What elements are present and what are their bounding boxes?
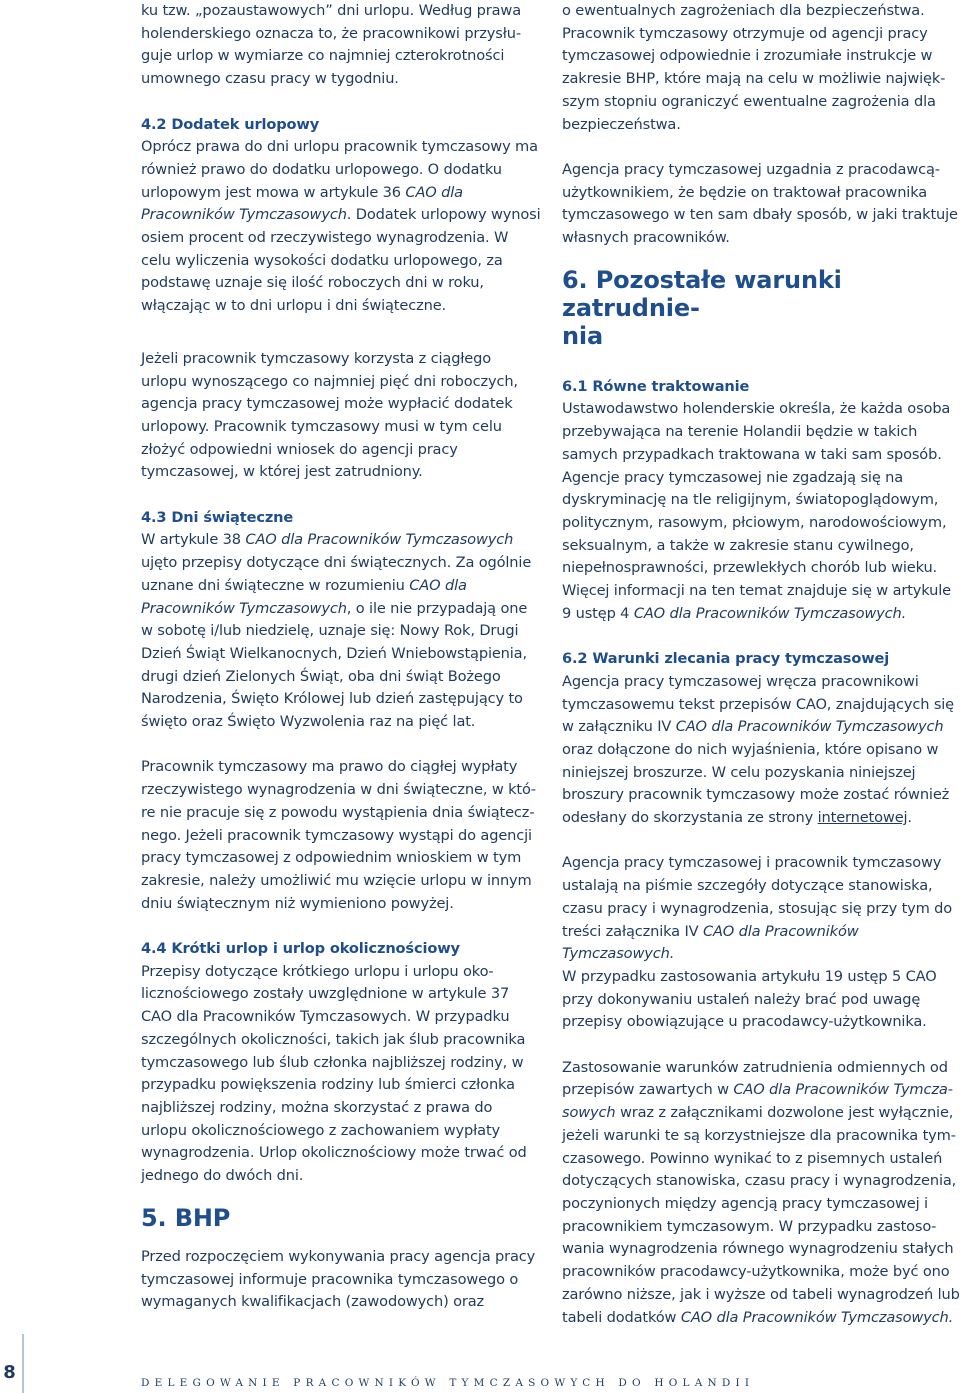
section-4-2 bbox=[141, 114, 541, 318]
section-6-2 bbox=[562, 648, 960, 830]
section-4-3-text-b: ujęto przepisy dotyczące dni świątecznych. Za ogólnie uznane dni świąteczne w rozumieniu bbox=[141, 554, 532, 594]
paragraph-ustalenia bbox=[562, 852, 960, 1034]
section-4-4 bbox=[141, 938, 541, 1188]
section-4-3-num: 4. bbox=[141, 508, 157, 526]
page-number: 8 bbox=[3, 1362, 16, 1383]
section-4-4-num: 4. bbox=[141, 940, 157, 958]
paragraph-ustalenia-a: Agencja pracy tymczasowej i pracownik tymczasowy ustalają na piśmie szczegóły dotyczące stanowiska, czasu pracy i wynagrodzenia, stosując się przy tym do treści załącznika IV bbox=[562, 854, 953, 940]
section-4-3-text-a: W artykule 38 bbox=[141, 531, 246, 549]
heading-5-bhp: 5. BHP bbox=[141, 1203, 231, 1232]
section-4-2-title: 2 Dodatek urlopowy bbox=[156, 115, 320, 133]
paragraph-ustalenia-b: W przypadku zastosowania artykułu 19 ustęp 5 CAO przy dokonywaniu ustaleń należy brać pod uwagę przepisy obowiązujące u pracodawcy-użytkownika. bbox=[562, 967, 937, 1031]
section-4-3 bbox=[141, 507, 541, 734]
right-column bbox=[562, 0, 960, 1329]
cao-reference: CAO dla Pracowników Tymczasowych bbox=[141, 183, 463, 224]
cao-reference: CAO dla Pracowników Tymczasowych bbox=[562, 1081, 953, 1122]
section-4-3-text-c: , o ile nie przypadają one w sobotę i/lub niedzielę, uznaje się: Nowy Rok, Drugi Dzień Świąt Wielkanocnych, Dzień Wniebowstąpienia, drugi dzień Zielonych Świąt, oba dni świąt Bożego Narodzenia, Święto Królowej lub dzień zastępujący to święto oraz Święto Wyzwolenia raz na pięć lat. bbox=[141, 599, 528, 731]
section-6-1 bbox=[562, 376, 960, 626]
paragraph-intro: ku tzw. „pozaustawowych” dni urlopu. Według prawa holenderskiego oznacza to, że pracownikowi przysługuje urlop w wymiarze co najmniej czterokrotności umownego czasu pracy w tygodniu. bbox=[141, 2, 522, 88]
heading-6 bbox=[562, 266, 960, 350]
section-4-3-title: 3 Dni świąteczne bbox=[156, 508, 294, 526]
cao-reference: CAO dla Pracowników Tymczasowych. bbox=[680, 1308, 954, 1326]
paragraph-odmienne-warunki bbox=[562, 1057, 960, 1329]
section-6-1-title: 6.1 Równe traktowanie bbox=[562, 377, 750, 395]
footer-title: DELEGOWANIE PRACOWNIKÓW TYMCZASOWYCH DO HOLANDII bbox=[141, 1377, 755, 1389]
section-6-2-text-a: Agencja pracy tymczasowej wręcza pracownikowi tymczasowemu tekst przepisów CAO, znajdujących się w załączniku IV bbox=[562, 672, 955, 736]
cao-reference: CAO dla Pracowników Tymczasowych bbox=[245, 531, 514, 549]
section-6-1-text: Ustawodawstwo holenderskie określa, że każda osoba przebywająca na terenie Holandii będzie w takich samych przypadkach traktowana w taki sam sposób. Agencje pracy tymczasowej nie zgadzają się na dyskryminację na tle religijnym, światopoglądowym, politycznym, rasowym, płciowym, narodowościowym, seksualnym, a także w zakresie stanu cywilnego, niepełnosprawności, przewlekłych chorób lub wieku. Więcej informacji na ten temat znajduje się w artykule 9 ustęp 4 bbox=[562, 400, 951, 622]
section-4-4-title: 4 Krótki urlop i urlop okolicznościowy bbox=[156, 940, 460, 958]
paragraph-jezeli: Jeżeli pracownik tymczasowy korzysta z ciągłego urlopu wynoszącego co najmniej pięć dni roboczych, agencja pracy tymczasowej może wypłacić dodatek urlopowy. Pracownik tymczasowy musi w tym celu złożyć odpowiedni wniosek do agencji pracy tymczasowej, w której jest zatrudniony. bbox=[141, 349, 518, 481]
heading-6-line1: 6. Pozostałe warunki zatrudnie- bbox=[562, 265, 842, 322]
paragraph-odmienne-a: Zastosowanie warunków zatrudnienia odmiennych od przepisów zawartych w bbox=[562, 1058, 948, 1099]
paragraph-bhp-continued: o ewentualnych zagrożeniach dla bezpieczeństwa. Pracownik tymczasowy otrzymuje od agencji pracy tymczasowej odpowiednie i zrozumiałe instrukcje w zakresie BHP, które mają na celu w możliwie największym stopniu ograniczyć ewentualne zagrożenia dla bezpieczeństwa. bbox=[562, 2, 946, 133]
section-4-4-text: Przepisy dotyczące krótkiego urlopu i urlopu okolicznościowego zostały uwzględnione w artykule 37 CAO dla Pracowników Tymczasowych. W przypadku szczególnych okoliczności, takich jak ślub pracownika tymczasowego lub ślub członka najbliższej rodziny, w przypadku powiększenia rodziny lub śmierci członka najbliższej rodziny, można skorzystać z prawa do urlopu okolicznościowego z zachowaniem wypłaty wynagrodzenia. Urlop okolicznościowy może trwać od jednego do dwóch dni. bbox=[141, 962, 527, 1185]
footer-divider bbox=[22, 1334, 24, 1393]
section-6-2-text-b: oraz dołączone do nich wyjaśnienia, które opisano w niniejszej broszurze. W celu pozyskania niniejszej broszury pracownik tymczasowy może zostać również odesłany do skorzystania ze strony bbox=[562, 740, 950, 827]
heading-6-line2: nia bbox=[562, 321, 604, 350]
cao-reference: CAO dla Pracowników Tymczasowych bbox=[141, 576, 467, 617]
section-6-2-text-c: . bbox=[907, 809, 912, 827]
paragraph-agencja-uzgadnia: Agencja pracy tymczasowej uzgadnia z pracodawcą-użytkownikiem, że będzie on traktował pracownika tymczasowego w ten sam dbały sposób, w jaki traktuje własnych pracowników. bbox=[562, 160, 958, 247]
cao-reference: CAO dla Pracowników Tymczasowych. bbox=[562, 922, 859, 963]
paragraph-ciagla-wyplata: Pracownik tymczasowy ma prawo do ciągłej wypłaty rzeczywistego wynagrodzenia w dni świąteczne, w które nie pracuje się z powodu wystąpienia dnia świątecznego. Jeżeli pracownik tymczasowy wystąpi do agencji pracy tymczasowej z odpowiednim wnioskiem w tym zakresie, należy umożliwić mu wzięcie urlopu w innym dniu świątecznym niż wymieniono powyżej. bbox=[141, 758, 537, 912]
paragraph-bhp: Przed rozpoczęciem wykonywania pracy agencja pracy tymczasowej informuje pracownika tymczasowego o wymaganych kwalifikacjach (zawodowych) oraz bbox=[141, 1247, 536, 1311]
cao-reference: CAO dla Pracowników Tymczasowych bbox=[675, 718, 944, 736]
paragraph-odmienne-b: wraz z załącznikami dozwolone jest wyłącznie, jeżeli warunki te są korzystniejsze dla pracownika tymczasowego. Powinno wynikać to z pisemnych ustaleń dotyczących stanowiska, czasu pracy i wynagrodzenia, poczynionych między agencją pracy tymczasowej i pracownikiem tymczasowym. W przypadku zastosowania wynagrodzenia równego wynagrodzeniu stałych pracowników pracodawcy-użytkownika, może być ono zarówno niższe, jak i wyższe od tabeli wynagrodzeń lub tabeli dodatków bbox=[562, 1104, 960, 1326]
left-column bbox=[141, 0, 541, 1314]
section-6-2-title: 6.2 Warunki zlecania pracy tymczasowej bbox=[562, 650, 890, 668]
cao-reference: CAO dla Pracowników Tymczasowych. bbox=[633, 604, 907, 622]
section-4-2-text-b: . Dodatek urlopowy wynosi osiem procent od rzeczywistego wynagrodzenia. W celu wyliczenia wysokości dodatku urlopowego, za podstawę uznaje się ilość roboczych dni w roku, włączając w to dni urlopu i dni świąteczne. bbox=[141, 206, 541, 315]
internet-link[interactable]: internetowej bbox=[817, 809, 908, 827]
section-4-2-text-a: Oprócz prawa do dni urlopu pracownik tymczasowy ma również prawo do dodatku urlopowego. O dodatku urlopowym jest mowa w artykule 36 bbox=[141, 138, 538, 201]
section-4-2-num: 4. bbox=[141, 115, 157, 133]
